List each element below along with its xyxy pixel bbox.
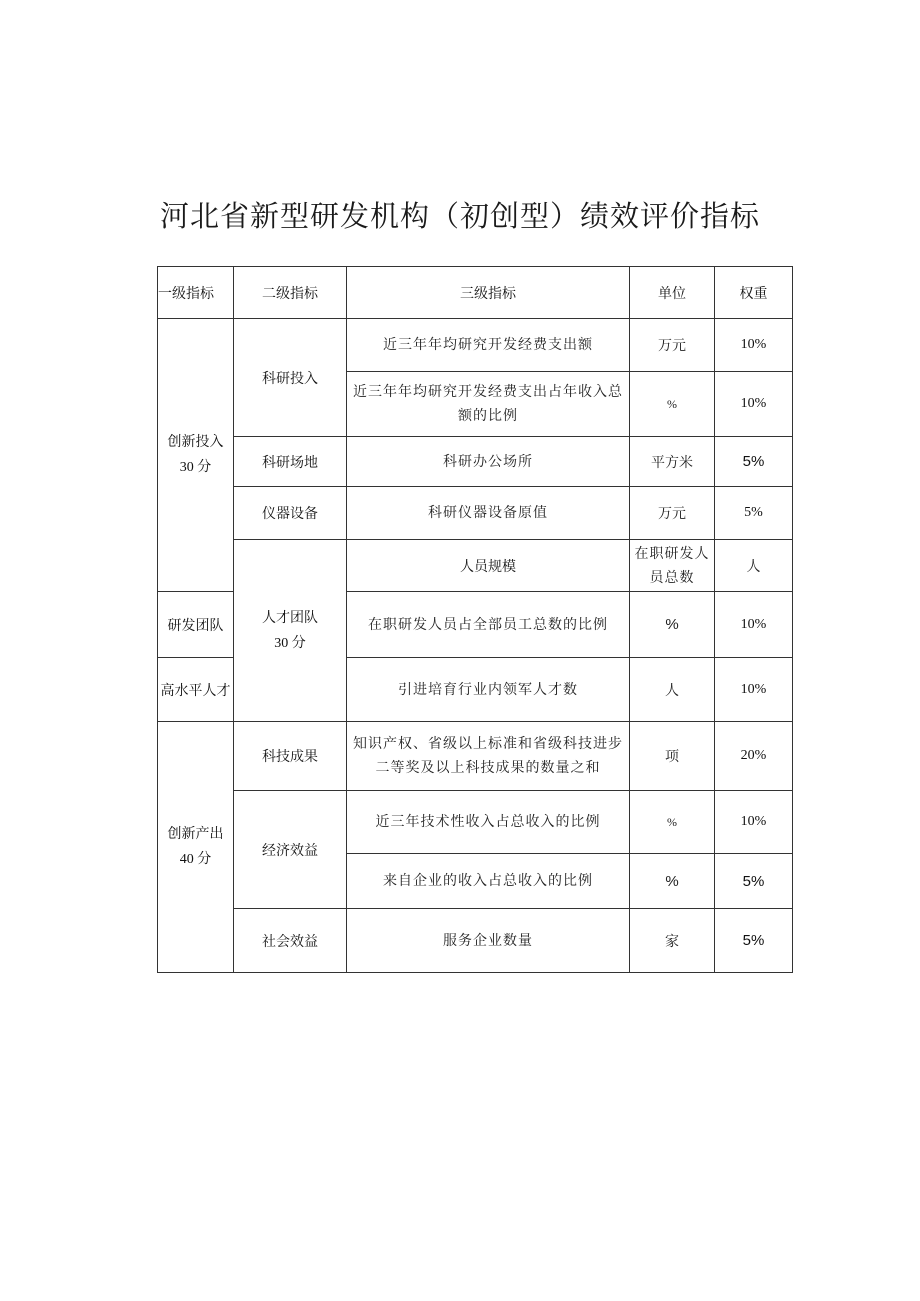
level1-score: 40 分 [179, 852, 212, 867]
unit-cell: % [630, 372, 715, 437]
table-row [158, 722, 793, 791]
header-unit: 单位 [630, 267, 715, 319]
level3-cell: 科研办公场所 [347, 437, 630, 487]
level2-cell: 科研投入 [234, 319, 347, 437]
level2-cell: 研发团队 [158, 592, 234, 658]
level3-cell: 科研仪器设备原值 [347, 487, 630, 540]
unit-cell: 万元 [630, 487, 715, 540]
level3-cell: 引进培育行业内领军人才数 [347, 658, 630, 722]
unit-cell: % [630, 592, 715, 658]
weight-cell: 20% [715, 722, 793, 791]
table-row [158, 319, 793, 372]
level3-cell: 来自企业的收入占总收入的比例 [347, 854, 630, 909]
table-row [158, 540, 793, 592]
header-level2: 二级指标 [234, 267, 347, 319]
level1-cell [158, 319, 234, 592]
unit-cell: 家 [630, 909, 715, 973]
table-row [158, 909, 793, 973]
level3-cell: 近三年技术性收入占总收入的比例 [347, 791, 630, 854]
level2-cell: 科研场地 [234, 437, 347, 487]
level3-cell: 在职研发人员占全部员工总数的比例 [347, 592, 630, 658]
table-header-row [158, 267, 793, 319]
unit-cell: 平方米 [630, 437, 715, 487]
level3-cell: 近三年年均研究开发经费支出额 [347, 319, 630, 372]
page-title: 河北省新型研发机构（初创型）绩效评价指标 [159, 199, 760, 233]
level2-cell: 社会效益 [234, 909, 347, 973]
level1-name: 创新产出 [167, 826, 224, 842]
weight-cell: 5% [715, 487, 793, 540]
weight-cell: 10% [715, 791, 793, 854]
table-row [158, 791, 793, 854]
unit-cell: % [630, 791, 715, 854]
unit-cell: 万元 [630, 319, 715, 372]
indicator-table [157, 266, 793, 973]
table-row [158, 487, 793, 540]
level1-cell [234, 540, 347, 722]
weight-cell: 5% [715, 854, 793, 909]
level1-name: 人才团队 [262, 609, 318, 626]
unit-cell: % [630, 854, 715, 909]
level1-score: 30 分 [179, 460, 212, 475]
level1-cell [158, 722, 234, 973]
unit-cell: 人 [715, 540, 793, 592]
level1-score: 30 分 [274, 635, 306, 651]
unit-cell: 人 [630, 658, 715, 722]
header-level3: 三级指标 [347, 267, 630, 319]
weight-cell: 10% [715, 592, 793, 658]
level2-cell: 仪器设备 [234, 487, 347, 540]
header-level1: 一级指标 [158, 267, 234, 319]
weight-cell: 10% [715, 372, 793, 437]
table-row [158, 437, 793, 487]
weight-cell: 5% [715, 909, 793, 973]
level3-cell: 知识产权、省级以上标准和省级科技进步二等奖及以上科技成果的数量之和 [347, 722, 630, 791]
level2-cell: 人员规模 [347, 540, 630, 592]
weight-cell: 10% [715, 319, 793, 372]
level3-cell: 服务企业数量 [347, 909, 630, 973]
level2-cell: 经济效益 [234, 791, 347, 909]
weight-cell: 5% [715, 437, 793, 487]
level3-cell: 近三年年均研究开发经费支出占年收入总额的比例 [347, 372, 630, 437]
level3-cell: 在职研发人员总数 [630, 540, 715, 592]
level2-cell: 高水平人才 [158, 658, 234, 722]
unit-cell: 项 [630, 722, 715, 791]
level1-name: 创新投入 [167, 434, 224, 450]
level2-cell: 科技成果 [234, 722, 347, 791]
weight-cell: 10% [715, 658, 793, 722]
header-weight: 权重 [715, 267, 793, 319]
